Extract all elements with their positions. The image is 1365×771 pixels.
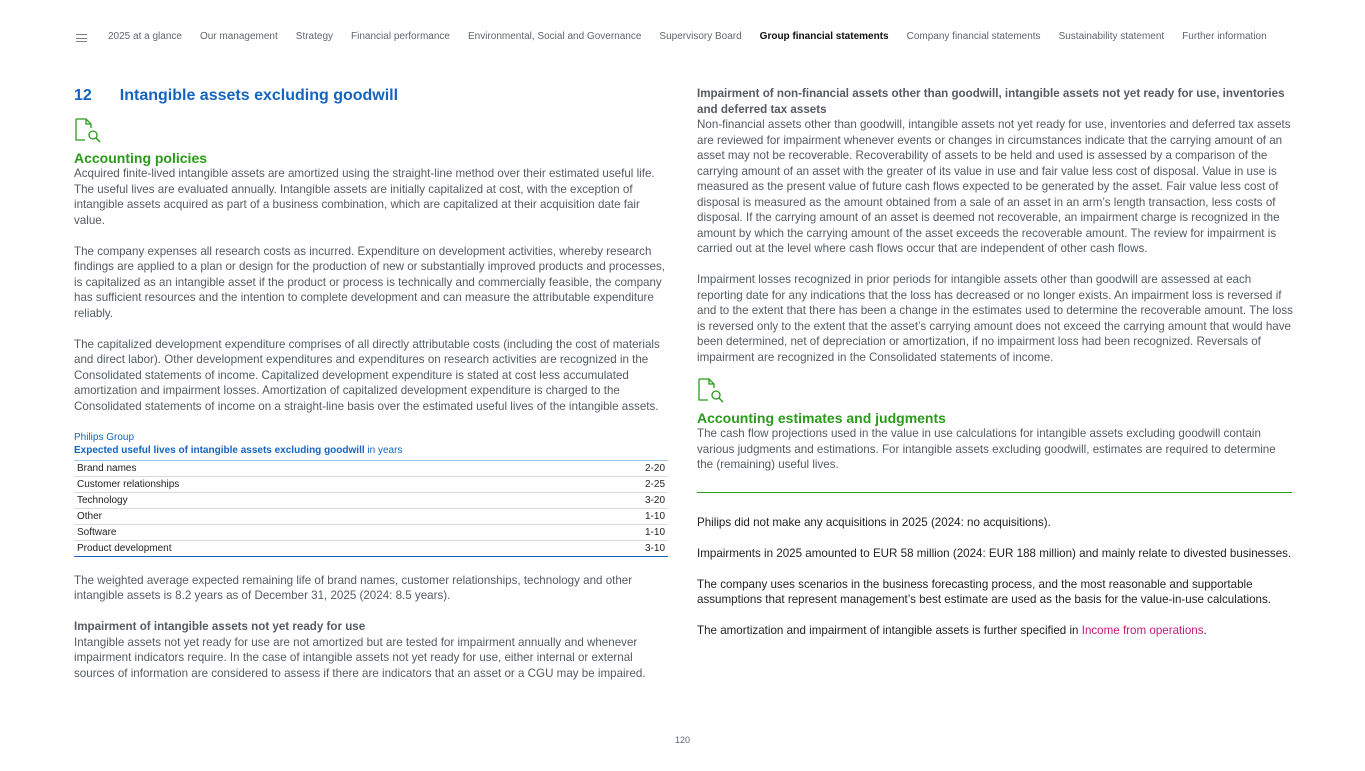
nav-item-further-information[interactable]: Further information: [1182, 31, 1267, 42]
table-row: [74, 541, 668, 557]
nav-item-sustainability-statement[interactable]: Sustainability statement: [1058, 31, 1165, 42]
table-unit: in years: [367, 445, 403, 456]
hamburger-menu-icon[interactable]: [76, 34, 87, 42]
disclosure-acquisitions: Philips did not make any acquisitions in 2025 (2024: no acquisitions).: [697, 515, 1051, 529]
nav-item-supervisory-board[interactable]: Supervisory Board: [659, 31, 742, 42]
nav-item-our-management[interactable]: Our management: [199, 31, 278, 42]
nav-items: [108, 31, 1267, 42]
useful-life-range: 3-20: [553, 493, 668, 509]
table-org-label: Philips Group: [74, 432, 135, 443]
nonfinancial-impairment-heading: Impairment of non-financial assets other than goodwill, intangible assets not yet ready for use, inventories and deferred tax assets: [697, 87, 1285, 116]
asset-category: Product development: [77, 542, 172, 554]
section-heading: Intangible assets excluding goodwill: [119, 87, 399, 104]
useful-life-range: 3-10: [644, 542, 665, 554]
useful-life-range: 1-10: [553, 509, 668, 525]
policies-paragraph-1: Acquired finite-lived intangible assets are amortized using the straight-line method over their estimated useful life. The useful lives are evaluated annually. Intangible assets are initially capitalized at cost, with the exception of intangible assets acquired as part of a business combination, which are capitalized at their acquisition date fair value.: [74, 167, 655, 227]
page-number: 120: [674, 735, 691, 745]
estimates-heading: Accounting estimates and judgments: [697, 410, 946, 426]
section-number: 12: [74, 87, 92, 104]
useful-life-range: 1-10: [553, 525, 668, 541]
useful-life-range: 2-25: [553, 477, 668, 493]
table-row: [74, 509, 668, 525]
not-ready-paragraph: Intangible assets not yet ready for use are not amortized but are tested for impairment annually and whenever impairment indicators require. In the case of intangible assets not yet ready for use, either internal or external sources of information are considered to assess if there are indicators that an asset or a CGU may be impaired.: [74, 635, 646, 680]
table-row: [74, 477, 668, 493]
nav-item-company-financial-statements[interactable]: Company financial statements: [906, 31, 1041, 42]
disclosure-scenarios: The company uses scenarios in the business forecasting process, and the most reasonable and supportable assumptions that represent management’s best estimate are used as the basis for the value-in-use calculations.: [697, 577, 1271, 606]
nonfinancial-paragraph-1: Non-financial assets other than goodwill, intangible assets not yet ready for use, inventories and deferred tax assets are reviewed for impairment whenever events or changes in circumstances indicate that the carrying amount of an asset may not be recoverable. Recoverability of assets to be held and used is assessed by a comparison of the carrying amount of an asset with the greater of its value in use and fair value less cost of disposal. Value in use is measured as the present value of future cash flows expected to be generated by the asset. Fair value less cost of disposal is measured as the amount obtained from a sale of an asset in an arm’s length transaction, less costs of disposal. If the carrying amount of an asset is deemed not recoverable, an impairment charge is recognized in the amount by which the carrying amount of the asset exceeds the recoverable amount. The review for impairment is carried out at the level where cash flows occur that are independent of other cash flows.: [697, 118, 1291, 255]
section-title: [74, 86, 670, 106]
nav-item-group-financial-statements[interactable]: Group financial statements: [759, 31, 889, 42]
table-title: [74, 444, 670, 458]
table-row: [74, 461, 668, 477]
nav-item-esg[interactable]: Environmental, Social and Governance: [467, 31, 642, 42]
disclosure-impairments: Impairments in 2025 amounted to EUR 58 million (2024: EUR 188 million) and mainly relate to divested businesses.: [697, 546, 1292, 560]
nonfinancial-paragraph-2: Impairment losses recognized in prior periods for intangible assets other than goodwill are assessed at each reporting date for any indications that the loss has decreased or no longer exists. An impairment loss is reversed if and to the extent that there has been a change in the estimates used to determine the recoverable amount. The loss is reversed only to the extent that the asset’s carrying amount does not exceed the carrying amount that would have been determined, net of depreciation or amortization, if no impairment loss had been recognized. Reversals of impairment are recognized in the Consolidated statements of income.: [697, 273, 1293, 364]
nav-item-financial-performance[interactable]: Financial performance: [351, 31, 450, 42]
useful-lives-table: [74, 460, 668, 557]
disclosure-amortization: [697, 623, 1293, 639]
disclosure-amortization-suffix: .: [1203, 624, 1207, 637]
remaining-life-paragraph: The weighted average expected remaining life of brand names, customer relationships, technology and other intangible assets is 8.2 years as of December 31, 2025 (2024: 8.5 years).: [74, 573, 633, 602]
asset-category: Technology: [74, 493, 553, 509]
income-from-operations-link[interactable]: Income from operations: [1081, 624, 1204, 637]
document-search-icon: [697, 378, 725, 404]
asset-category: Software: [74, 525, 553, 541]
document-search-icon: [74, 118, 102, 144]
asset-category: Customer relationships: [74, 477, 553, 493]
table-row: [74, 493, 668, 509]
left-column: [74, 86, 670, 681]
table-title-text: Expected useful lives of intangible assets excluding goodwill: [74, 445, 365, 456]
disclosure-amortization-text: The amortization and impairment of intangible assets is further specified in: [697, 624, 1082, 637]
top-navigation: [0, 0, 1365, 75]
not-ready-heading: Impairment of intangible assets not yet ready for use: [74, 620, 366, 633]
useful-life-range: 2-20: [553, 461, 668, 477]
right-column: [697, 86, 1293, 639]
policies-paragraph-2: The company expenses all research costs as incurred. Expenditure on development activities, whereby research findings are applied to a plan or design for the production of new or substantially improved products and processes, is capitalized as an intangible asset if the product or process is technically and commercially feasible, the company has sufficient resources and the intention to complete development and can measure the attributable expenditure reliably.: [74, 244, 665, 320]
policies-paragraph-3: The capitalized development expenditure comprises of all directly attributable costs (including the cost of materials and direct labor). Other development expenditures and expenditures on research activities are recognized in the Consolidated statements of income. Capitalized development expenditure is stated at cost less accumulated amortization and impairment losses. Amortization of capitalized development expenditure is charged to the Consolidated statements of income on a straight-line basis over the estimated useful lives of the intangible assets.: [74, 337, 660, 413]
accounting-policies-heading: Accounting policies: [74, 150, 208, 166]
table-row: [74, 525, 668, 541]
estimates-paragraph: The cash flow projections used in the value in use calculations for intangible assets excluding goodwill contain various judgments and estimations. For intangible assets excluding goodwill, estimates are required to determine the (remaining) useful lives.: [697, 427, 1276, 471]
nav-item-at-a-glance[interactable]: 2025 at a glance: [108, 31, 182, 42]
nav-item-strategy[interactable]: Strategy: [295, 31, 334, 42]
asset-category: Brand names: [74, 461, 553, 477]
asset-category: Other: [74, 509, 553, 525]
